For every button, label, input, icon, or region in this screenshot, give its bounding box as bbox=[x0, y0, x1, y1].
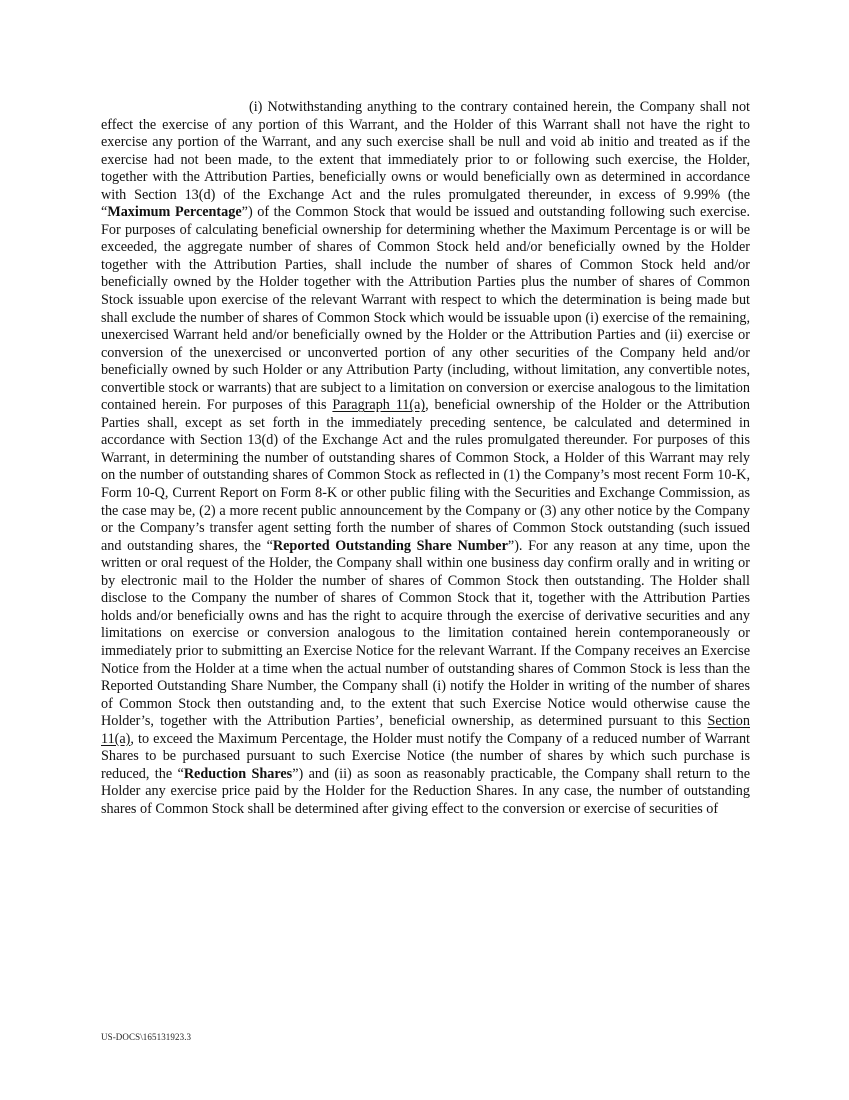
defined-term-reduction-shares: Reduction Shares bbox=[183, 765, 293, 782]
defined-term-maximum-percentage: Maximum Percentage bbox=[107, 204, 242, 221]
body-paragraph bbox=[101, 99, 750, 818]
defined-term-reported-outstanding-share-number: Reported Outstanding Share Number bbox=[272, 537, 508, 554]
paragraph-text-2: ”) of the Common Stock that would be issued and outstanding following such exercise. For purposes of calculating beneficial ownership for determining whether the Maximum Percentage is or will be exceeded, the aggregate number of shares of Common Stock held and/or beneficially owned by the Holder together with the Attribution Parties, shall include the number of shares of Common Stock held and/or beneficially owned by the Holder together with the Attribution Parties plus the number of shares of Common Stock issuable upon exercise of the relevant Warrant with respect to which the determination is being made but shall exclude the number of shares of Common Stock which would be issuable upon (i) exercise of the remaining, unexercised Warrant held and/or beneficially owned by the Holder or the Attribution Parties and (ii) exercise or conversion of the unexercised or unconverted portion of any other securities of the Company held and/or beneficially owned by such Holder or any Attribution Party (including, without limitation, any convertible notes, convertible stock or warrants) that are subject to a limitation on conversion or exercise analogous to the limitation contained herein. For purposes of this bbox=[101, 204, 750, 414]
paragraph-text-1: (i) Notwithstanding anything to the contrary contained herein, the Company shall not effect the exercise of any portion of this Warrant, and the Holder of this Warrant shall not have the right to exercise any portion of the Warrant, and any such exercise shall be null and void ab initio and treated as if the exercise had not been made, to the extent that immediately prior to or following such exercise, the Holder, together with the Attribution Parties, beneficially owns or would beneficially own as determined in accordance with Section 13(d) of the Exchange Act and the rules promulgated thereunder, in excess of 9.99% (the “ bbox=[101, 99, 750, 221]
document-footer-id: US-DOCS\165131923.3 bbox=[101, 1032, 192, 1042]
cross-reference-paragraph-11a: Paragraph 11(a) bbox=[332, 397, 426, 414]
paragraph-text-5: , to exceed the Maximum Percentage, the Holder must notify the Company of a reduced number of Warrant Shares to be purchased pursuant to such Exercise Notice (the number of shares by which such purchase is reduced, the “ bbox=[101, 730, 750, 782]
paragraph-text-3: , beneficial ownership of the Holder or the Attribution Parties shall, except as set forth in the immediately preceding sentence, be calculated and determined in accordance with Section 13(d) of the Exchange Act and the rules promulgated thereunder. For purposes of this Warrant, in determining the number of outstanding shares of Common Stock, a Holder of this Warrant may rely on the number of outstanding shares of Common Stock as reflected in (1) the Company’s most recent Form 10-K, Form 10-Q, Current Report on Form 8-K or other public filing with the Securities and Exchange Commission, as the case may be, (2) a more recent public announcement by the Company or (3) any other notice by the Company or the Company’s transfer agent setting forth the number of shares of Common Stock outstanding (such issued and outstanding shares, the “ bbox=[101, 397, 751, 554]
paragraph-text-6: ”) and (ii) as soon as reasonably practicable, the Company shall return to the Holder any exercise price paid by the Holder for the Reduction Shares. In any case, the number of outstanding shares of Common Stock shall be determined after giving effect to the conversion or exercise of securities of bbox=[101, 765, 750, 817]
paragraph-text-4: ”). For any reason at any time, upon the written or oral request of the Holder, the Company shall within one business day confirm orally and in writing or by electronic mail to the Holder the number of shares of Common Stock then outstanding. The Holder shall disclose to the Company the number of shares of Common Stock that it, together with the Attribution Parties holds and/or beneficially owns and has the right to acquire through the exercise of derivative securities and any limitations on exercise or conversion analogous to the limitation contained herein contemporaneously or immediately prior to submitting an Exercise Notice for the relevant Warrant. If the Company receives an Exercise Notice from the Holder at a time when the actual number of outstanding shares of Common Stock is less than the Reported Outstanding Share Number, the Company shall (i) notify the Holder in writing of the number of shares of Common Stock then outstanding and, to the extent that such Exercise Notice would otherwise cause the Holder’s, together with the Attribution Parties’, beneficial ownership, as determined pursuant to this bbox=[101, 537, 751, 730]
cross-reference-section-11a: Section 11(a) bbox=[101, 713, 750, 747]
